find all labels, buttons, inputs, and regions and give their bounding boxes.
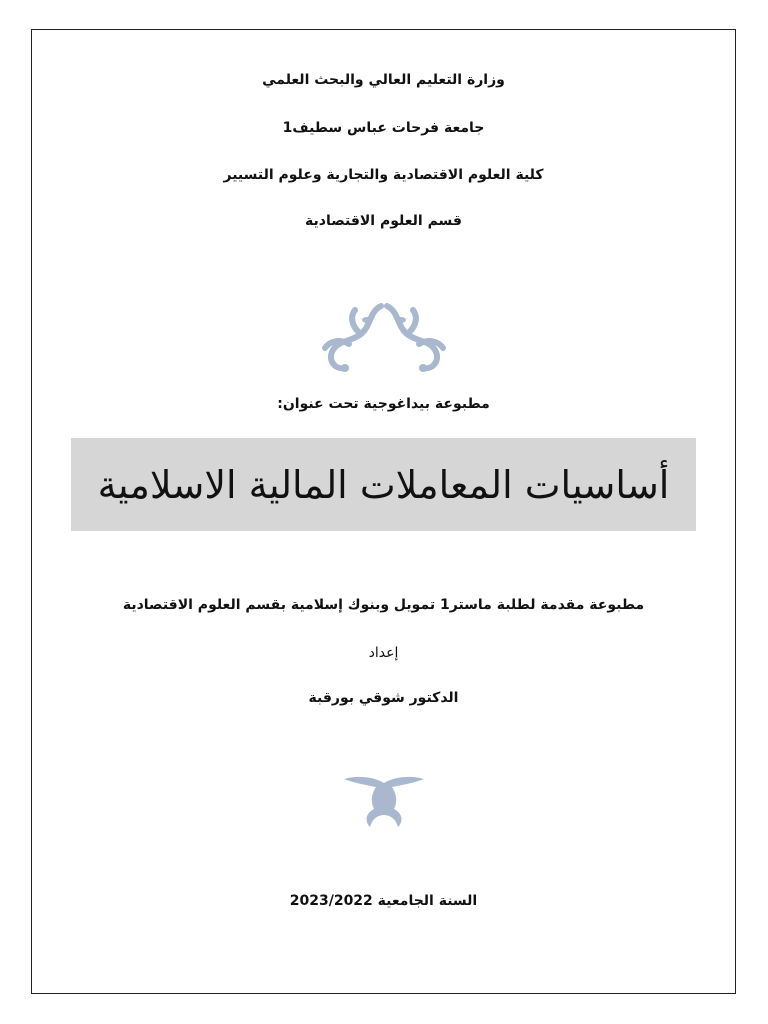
intro-text: مطبوعة بيداغوجية تحت عنوان: xyxy=(277,396,490,412)
floral-flourish-icon xyxy=(309,298,459,378)
prepared-by-label: إعداد xyxy=(368,645,399,661)
document-title: أساسيات المعاملات المالية الاسلامية xyxy=(97,462,670,507)
faculty-name: كلية العلوم الاقتصادية والتجارية وعلوم التسيير xyxy=(223,167,544,183)
author-name: الدكتور شوقي بورقبة xyxy=(308,690,459,706)
description-text: مطبوعة مقدمة لطلبة ماستر1 تمويل وبنوك إسلامية بقسم العلوم الاقتصادية xyxy=(122,597,645,613)
ministry-name: وزارة التعليم العالي والبحث العلمي xyxy=(262,72,505,88)
flourish-divider-icon xyxy=(344,773,424,829)
department-name: قسم العلوم الاقتصادية xyxy=(305,213,462,229)
academic-year: السنة الجامعية 2023/2022 xyxy=(289,893,478,909)
university-name: جامعة فرحات عباس سطيف1 xyxy=(282,120,485,136)
title-banner xyxy=(71,438,696,531)
